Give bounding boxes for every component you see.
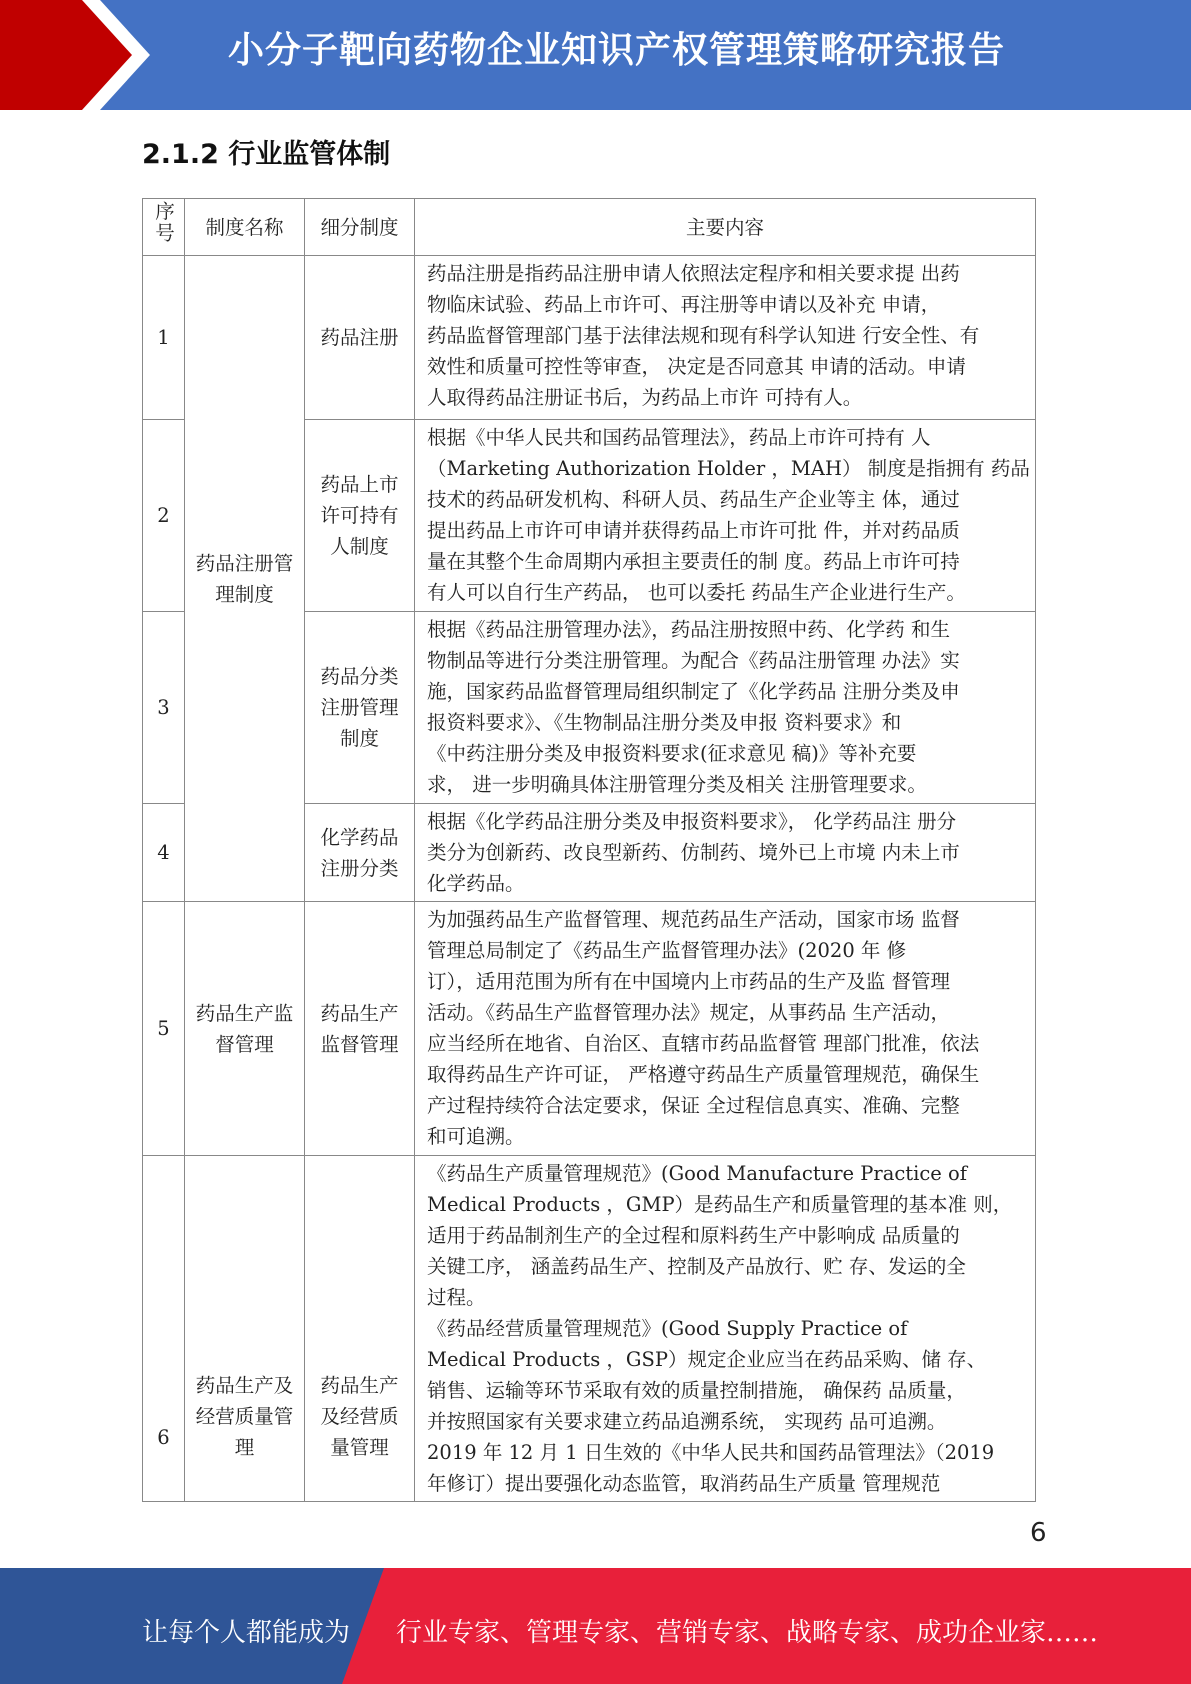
regulation-table bbox=[142, 198, 1036, 1502]
content-line: 《药品生产质量管理规范》(Good Manufacture Practice of bbox=[427, 1162, 967, 1185]
content-line: 活动。《药品生产监督管理办法》规定，从事药品 生产活动， bbox=[427, 1001, 950, 1024]
sub-system: 药品分类注册管理制度 bbox=[305, 612, 415, 804]
content-line: 销售、运输等环节采取有效的质量控制措施， 确保药 品质量， bbox=[427, 1379, 966, 1402]
content-line: 药品监督管理部门基于法律法规和现有科学认知进 行安全性、有 bbox=[427, 324, 980, 347]
system-name: 药品注册管理制度 bbox=[185, 256, 305, 902]
content-line: 和可追溯。 bbox=[427, 1125, 525, 1148]
content-line: 技术的药品研发机构、科研人员、药品生产企业等主 体，通过 bbox=[427, 488, 960, 511]
content-line: 人取得药品注册证书后，为药品上市许 可持有人。 bbox=[427, 386, 863, 409]
content-line: 年修订）提出要强化动态监管，取消药品生产质量 管理规范 bbox=[427, 1472, 941, 1495]
main-content bbox=[415, 612, 1036, 804]
content-line: 关键工序， 涵盖药品生产、控制及产品放行、贮 存、发运的全 bbox=[427, 1255, 966, 1278]
content-line: Medical Products ，GSP）规定企业应当在药品采购、储 存、 bbox=[427, 1348, 987, 1371]
page-number: 6 bbox=[1030, 1518, 1047, 1548]
row-number: 5 bbox=[143, 902, 185, 1156]
content-line: 报资料要求》、《生物制品注册分类及申报 资料要求》和 bbox=[427, 711, 902, 734]
content-line: 效性和质量可控性等审查， 决定是否同意其 申请的活动。申请 bbox=[427, 355, 966, 378]
sub-system: 药品上市许可持有人制度 bbox=[305, 420, 415, 612]
content-line: 过程。 bbox=[427, 1286, 486, 1309]
section-title: 2.1.2 行业监管体制 bbox=[142, 139, 391, 170]
row-number: 6 bbox=[143, 1156, 185, 1502]
sub-system: 药品生产监督管理 bbox=[305, 902, 415, 1156]
content-line: （Marketing Authorization Holder ，MAH） 制度是指拥有 药品 bbox=[427, 457, 1030, 480]
content-line: 物临床试验、药品上市许可、再注册等申请以及补充 申请， bbox=[427, 293, 941, 316]
content-line: 适用于药品制剂生产的全过程和原料药生产中影响成 品质量的 bbox=[427, 1224, 960, 1247]
page-footer bbox=[0, 1568, 1191, 1684]
table-header-row bbox=[143, 199, 1036, 256]
column-header-sub: 细分制度 bbox=[305, 199, 415, 256]
footer-slogan-left: 让每个人都能成为 bbox=[142, 1618, 351, 1648]
system-name: 药品生产监督管理 bbox=[185, 902, 305, 1156]
content-line: 施，国家药品监督管理局组织制定了《化学药品 注册分类及申 bbox=[427, 680, 960, 703]
header-chevron-icon bbox=[0, 0, 160, 110]
header-title: 小分子靶向药物企业知识产权管理策略研究报告 bbox=[228, 30, 1006, 71]
column-header-seq: 序号 bbox=[143, 199, 185, 256]
content-line: 《中药注册分类及申报资料要求(征求意见 稿)》等补充要 bbox=[427, 742, 917, 765]
content-line: 化学药品。 bbox=[427, 872, 525, 895]
content-line: Medical Products ，GMP）是药品生产和质量管理的基本准 则， bbox=[427, 1193, 1013, 1216]
row-number: 4 bbox=[143, 804, 185, 902]
content-line: 订），适用范围为所有在中国境内上市药品的生产及监 督管理 bbox=[427, 970, 950, 993]
main-content bbox=[415, 256, 1036, 420]
content-line: 取得药品生产许可证， 严格遵守药品生产质量管理规范，确保生 bbox=[427, 1063, 980, 1086]
sub-system: 化学药品注册分类 bbox=[305, 804, 415, 902]
page-header bbox=[0, 0, 1191, 110]
content-line: 提出药品上市许可申请并获得药品上市许可批 件，并对药品质 bbox=[427, 519, 960, 542]
content-line: 根据《化学药品注册分类及申报资料要求》， 化学药品注 册分 bbox=[427, 810, 957, 833]
main-content bbox=[415, 804, 1036, 902]
footer-slogan-right: 行业专家、管理专家、营销专家、战略专家、成功企业家…… bbox=[396, 1618, 1099, 1648]
table-row bbox=[143, 256, 1036, 420]
content-line: 并按照国家有关要求建立药品追溯系统， 实现药 品可追溯。 bbox=[427, 1410, 947, 1433]
system-name: 药品生产及经营质量管理 bbox=[185, 1156, 305, 1502]
content-line: 《药品经营质量管理规范》(Good Supply Practice of bbox=[427, 1317, 908, 1340]
row-number: 2 bbox=[143, 420, 185, 612]
content-line: 产过程持续符合法定要求，保证 全过程信息真实、准确、完整 bbox=[427, 1094, 960, 1117]
content-line: 为加强药品生产监督管理、规范药品生产活动，国家市场 监督 bbox=[427, 908, 960, 931]
main-content bbox=[415, 1156, 1036, 1502]
content-line: 2019 年 12 月 1 日生效的《中华人民共和国药品管理法》（2019 bbox=[427, 1441, 995, 1464]
column-header-name: 制度名称 bbox=[185, 199, 305, 256]
content-line: 药品注册是指药品注册申请人依照法定程序和相关要求提 出药 bbox=[427, 262, 960, 285]
content-line: 应当经所在地省、自治区、直辖市药品监督管 理部门批准，依法 bbox=[427, 1032, 980, 1055]
content-line: 有人可以自行生产药品， 也可以委托 药品生产企业进行生产。 bbox=[427, 581, 966, 604]
sub-system: 药品注册 bbox=[305, 256, 415, 420]
table-row bbox=[143, 902, 1036, 1156]
content-line: 管理总局制定了《药品生产监督管理办法》(2020 年 修 bbox=[427, 939, 907, 962]
column-header-content: 主要内容 bbox=[415, 199, 1036, 256]
row-number: 3 bbox=[143, 612, 185, 804]
content-line: 求， 进一步明确具体注册管理分类及相关 注册管理要求。 bbox=[427, 773, 927, 796]
sub-system: 药品生产及经营质量管理 bbox=[305, 1156, 415, 1502]
main-content bbox=[415, 420, 1036, 612]
table-row bbox=[143, 1156, 1036, 1502]
content-line: 根据《药品注册管理办法》，药品注册按照中药、化学药 和生 bbox=[427, 618, 950, 641]
content-line: 根据《中华人民共和国药品管理法》，药品上市许可持有 人 bbox=[427, 426, 931, 449]
content-line: 类分为创新药、改良型新药、仿制药、境外已上市境 内未上市 bbox=[427, 841, 960, 864]
content-line: 量在其整个生命周期内承担主要责任的制 度。药品上市许可持 bbox=[427, 550, 960, 573]
row-number: 1 bbox=[143, 256, 185, 420]
content-line: 物制品等进行分类注册管理。为配合《药品注册管理 办法》实 bbox=[427, 649, 960, 672]
main-content bbox=[415, 902, 1036, 1156]
